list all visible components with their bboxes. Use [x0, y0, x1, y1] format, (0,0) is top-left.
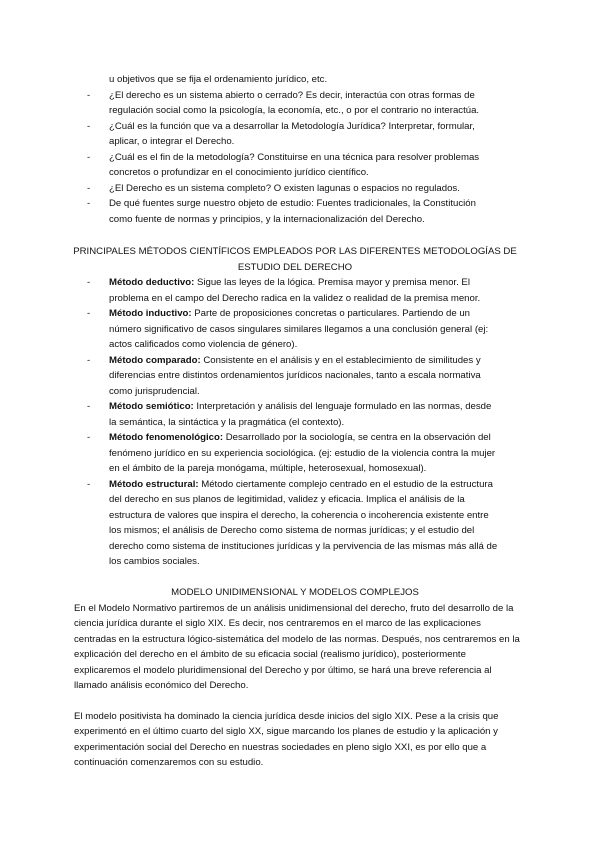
methods-heading: PRINCIPALES MÉTODOS CIENTÍFICOS EMPLEADOS POR LAS DIFERENTES METODOLOGÍAS DE ESTUDIO DEL DERECHO — [73, 246, 517, 273]
question-list-section — [0, 72, 600, 227]
list-item — [0, 181, 600, 197]
method-description: Desarrollado por la sociología, se centra en la observación del fenómeno jurídico en su experiencia sociológica. (ej: estudio de la violencia contra la mujer en el ámbito de la pareja monógama, múltiple, heterosexual, homosexual). — [109, 432, 496, 474]
body-paragraph: En el Modelo Normativo partiremos de un análisis unidimensional del derecho, fruto del desarrollo de la ciencia jurídica durante el siglo XIX. Es decir, nos centraremos en el marco de las explicaciones centradas en la estructura lógico-sistemática del modelo de las normas. Después, nos centraremos en la explicación del derecho en el ámbito de su eficacia social (realismo jurídico), posteriormente explicaremos el modelo pluridimensional del Derecho y por último, se hará una breve referencia al llamado análisis económico del Derecho. — [74, 602, 520, 691]
list-dash: - — [87, 308, 91, 319]
list-dash: - — [87, 478, 91, 490]
list-item-text: ¿Cuál es la función que va a desarrollar la Metodología Jurídica? Interpretar, formular, aplicar, o integrar el Derecho. — [109, 120, 475, 147]
list-dash: - — [87, 182, 91, 194]
question-list — [0, 88, 600, 228]
method-description: Interpretación y análisis del lenguaje formulado en las normas, desde la semántica, la sintáctica y la pragmática (el contexto). — [109, 401, 492, 428]
method-term: Método fenomenológico: — [109, 432, 224, 443]
list-dash: - — [87, 198, 91, 209]
methods-list — [0, 275, 600, 570]
list-item-text: ¿El Derecho es un sistema completo? O existen lagunas o espacios no regulados. — [109, 182, 460, 194]
list-dash: - — [87, 151, 91, 163]
list-item — [0, 477, 600, 570]
method-term: Método inductivo: — [109, 308, 192, 319]
list-dash: - — [87, 277, 91, 288]
method-term: Método estructural: — [109, 478, 199, 490]
method-term: Método semiótico: — [109, 401, 194, 412]
list-item — [0, 399, 600, 430]
list-continuation-text: u objetivos que se fija el ordenamiento jurídico, etc. — [109, 74, 328, 85]
list-item — [0, 88, 600, 119]
list-item — [0, 353, 600, 400]
list-dash: - — [87, 89, 91, 101]
model-section — [0, 585, 600, 771]
method-description: Parte de proposiciones concretas o particulares. Partiendo de un número significativo de casos singulares similares llegamos a una conclusión general (ej: actos calificados como violencia de género). — [109, 308, 489, 350]
method-term: Método deductivo: — [109, 277, 195, 288]
list-item — [0, 150, 600, 181]
list-item-text: ¿Cuál es el fin de la metodología? Constituirse en una técnica para resolver problemas concretos o profundizar en el conocimiento jurídico científico. — [109, 151, 480, 178]
list-item — [0, 119, 600, 150]
list-item-text: De qué fuentes surge nuestro objeto de estudio: Fuentes tradicionales, la Constitución como fuente de normas y principios, y la internacionalización del Derecho. — [109, 198, 476, 225]
method-description: Método ciertamente complejo centrado en el estudio de la estructura del derecho en sus planos de legitimidad, validez y eficacia. Implica el análisis de la estructura de valores que inspira el derecho, la coherencia o incoherencia existente entre los mismos; el análisis de Derecho como sistema de normas jurídicas; y el estudio del derecho como sistema de instituciones jurídicas y la pervivencia de las mismas más allá de los cambios sociales. — [109, 478, 498, 567]
body-paragraph: El modelo positivista ha dominado la ciencia jurídica desde inicios del siglo XIX. Pese a la crisis que experimentó en el último cuarto del siglo XX, sigue marcando los planes de estudio y la aplicación y experimentación social del Derecho en nuestras sociedades en pleno siglo XXI, es por ello que a continuación comenzaremos con su estudio. — [74, 710, 499, 768]
list-dash: - — [87, 401, 91, 412]
method-term: Método comparado: — [109, 354, 201, 366]
model-heading: MODELO UNIDIMENSIONAL Y MODELOS COMPLEJOS — [171, 587, 419, 598]
list-item — [0, 430, 600, 477]
list-item — [0, 306, 600, 353]
list-dash: - — [87, 432, 91, 443]
list-item — [0, 275, 600, 306]
methods-section — [0, 244, 600, 570]
method-description: Consistente en el análisis y en el establecimiento de similitudes y diferencias entre distintos ordenamientos jurídicos nacionales, tanto a escala normativa como jurisprudencial. — [109, 354, 481, 397]
list-dash: - — [87, 354, 91, 366]
list-dash: - — [87, 120, 91, 132]
method-description: Sigue las leyes de la lógica. Premisa mayor y premisa menor. El problema en el campo del Derecho radica en la validez o realidad de la premisa menor. — [109, 277, 481, 304]
list-item — [0, 196, 600, 227]
list-item-text: ¿El derecho es un sistema abierto o cerrado? Es decir, interactúa con otras formas de regulación social como la psicología, la economía, etc., o por el contrario no interactúa. — [109, 89, 480, 116]
